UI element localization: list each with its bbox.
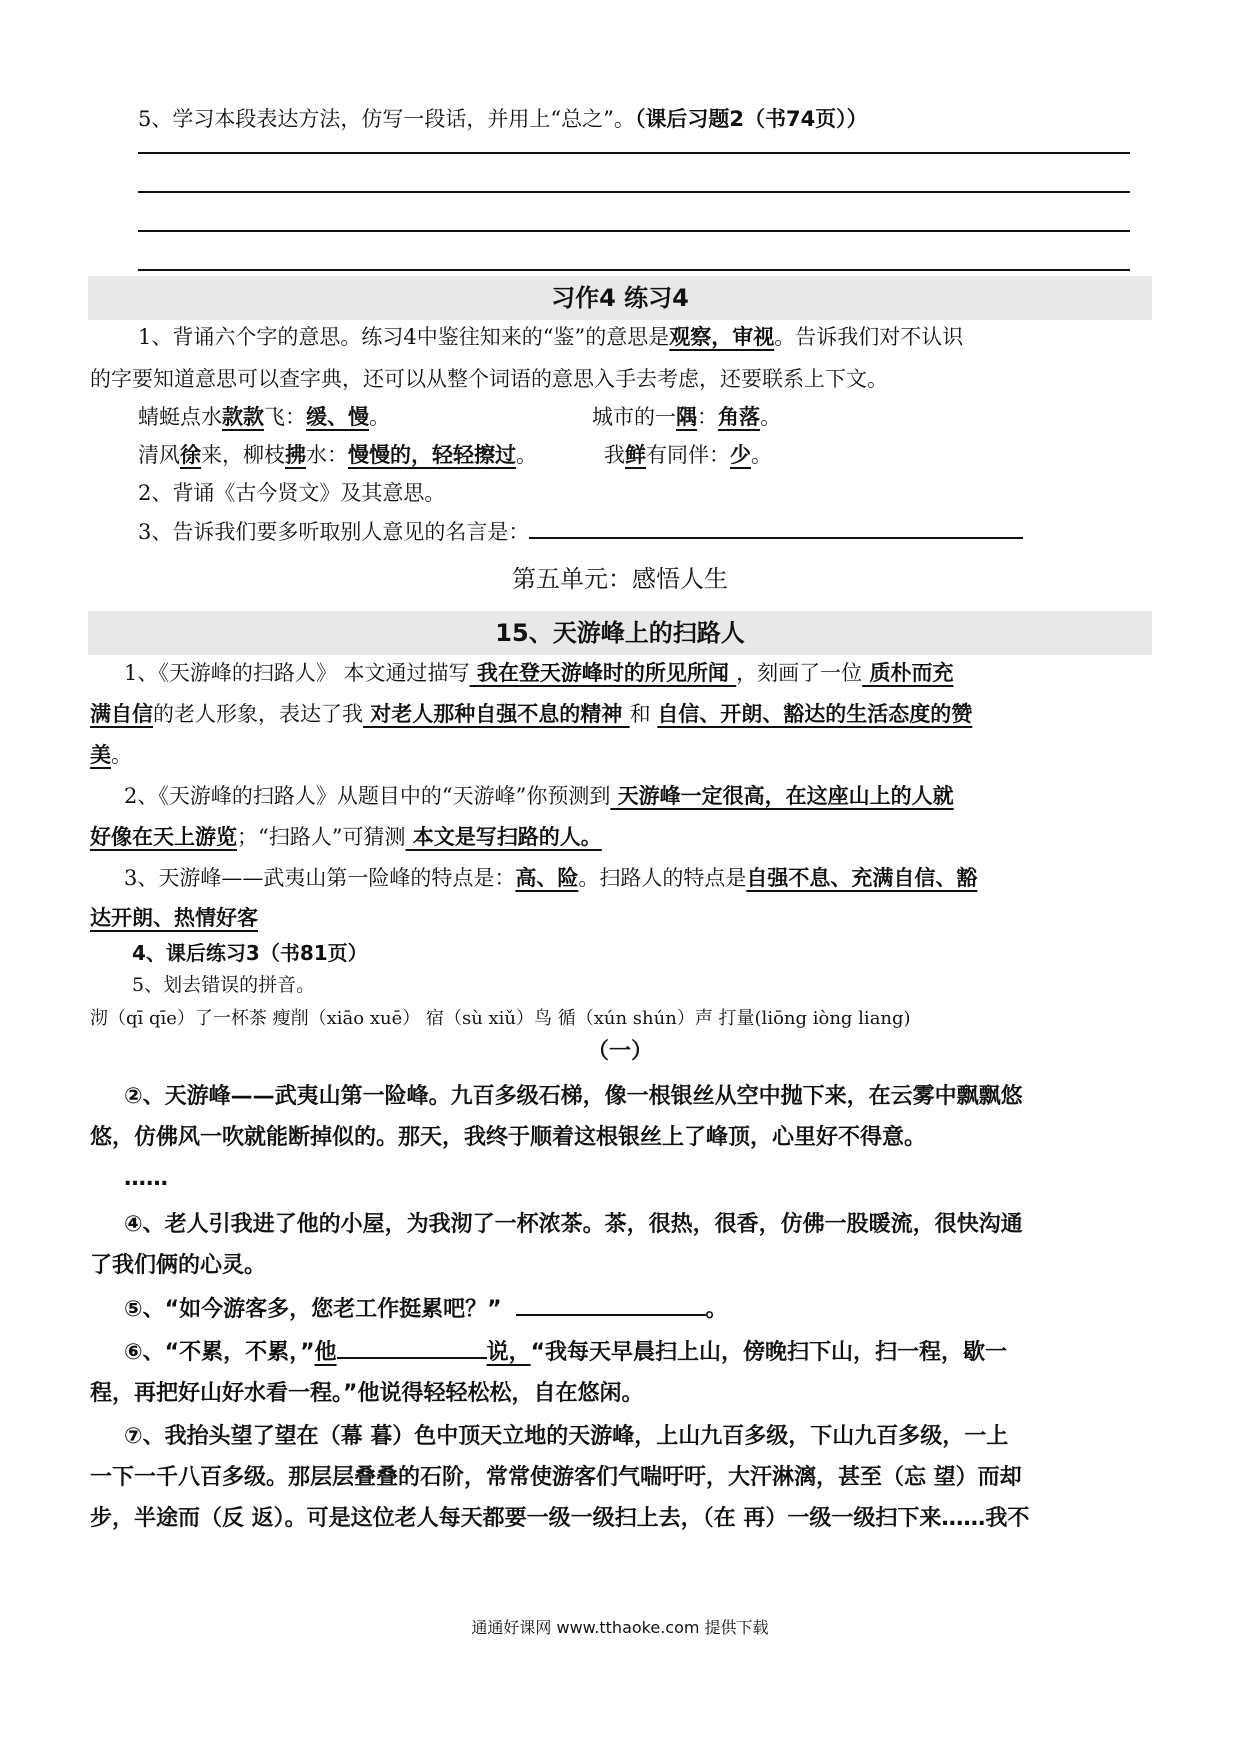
answer-line-2	[138, 191, 1130, 193]
s1-q1-line1: 1、背诵六个字的意思。练习4中鉴往知来的“鉴”的意思是观察，审视。告诉我们对不认识	[138, 325, 964, 349]
vocab-row-2a: 清风徐来，柳枝拂水：慢慢的，轻轻擦过。	[138, 443, 537, 467]
paragraph-7-line1: ⑦、我抬头望了望在（幕 暮）色中顶天立地的天游峰，上山九百多级，下山九百多级，一上	[124, 1424, 1009, 1449]
passage-heading: （一）	[586, 1039, 653, 1064]
paragraph-4-line2: 了我们俩的心灵。	[90, 1253, 267, 1278]
s2-q2-line2: 好像在天上游览；“扫路人”可猜测 本文是写扫路的人。	[90, 825, 602, 849]
s2-q3-line1: 3、天游峰——武夷山第一险峰的特点是：高、险。扫路人的特点是自强不息、充满自信、豁	[124, 866, 978, 890]
vocab-row-2b: 我鲜有同伴：少。	[604, 443, 772, 467]
fill-blank[interactable]	[337, 1335, 487, 1359]
paragraph-2-line1: ②、天游峰——武夷山第一险峰。九百多级石梯，像一根银丝从空中抛下来，在云雾中飘飘悠	[124, 1084, 1023, 1109]
ellipsis: ……	[124, 1166, 168, 1191]
answer-blank[interactable]	[529, 515, 1023, 539]
paragraph-7-line2: 一下一千八百多级。那层层叠叠的石阶，常常使游客们气喘吁吁，大汗淋漓，甚至（忘 望）而却	[90, 1465, 1022, 1490]
answer-line-4	[138, 269, 1130, 271]
answer: 观察，审视	[669, 325, 775, 349]
lesson-title: 15、天游峰上的扫路人	[495, 619, 745, 647]
paragraph-6-line2: 程，再把好山好水看一程。”他说得轻轻松松，自在悠闲。	[90, 1381, 644, 1406]
s2-q1-line2: 满自信的老人形象，表达了我 对老人那种自强不息的精神 和 自信、开朗、豁达的生活态度的赞	[90, 702, 973, 726]
paragraph-7-line3: 步，半途而（反 返）。可是这位老人每天都要一级一级扫上去，（在 再）一级一级扫下来……我不	[90, 1506, 1030, 1531]
s2-q1-line1: 1、《天游峰的扫路人》 本文通过描写 我在登天游峰时的所见所闻 ，刻画了一位 质朴而充	[124, 661, 954, 685]
paragraph-6-line1: ⑥、“不累，不累，”他 说，“我每天早晨扫上山，傍晚扫下山，扫一程，歇一	[124, 1331, 1150, 1374]
answer-line-3	[138, 230, 1130, 232]
paragraph-4-line1: ④、老人引我进了他的小屋，为我沏了一杯浓茶。茶，很热，很香，仿佛一股暖流，很快沟通	[124, 1212, 1023, 1237]
pinyin-exercise: 沏（qī qīe）了一杯茶 瘦削（xiāo xuē） 宿（sù xiǔ）鸟 循（xún shún）声 打量(liōng iòng liang)	[90, 1008, 911, 1029]
s2-q2-line1: 2、《天游峰的扫路人》从题目中的“天游峰”你预测到 天游峰一定很高，在这座山上的人就	[124, 784, 954, 808]
s1-q1-line2: 的字要知道意思可以查字典，还可以从整个词语的意思入手去考虑，还要联系上下文。	[90, 367, 888, 391]
s1-q2: 2、背诵《古今贤文》及其意思。	[138, 481, 446, 505]
footer: 通通好课网 www.tthaoke.com 提供下载	[471, 1618, 769, 1637]
s2-q4: 4、课后练习3（书81页）	[132, 941, 368, 965]
s2-q3-line2: 达开朗、热情好客	[90, 906, 258, 930]
unit-title: 第五单元：感悟人生	[512, 565, 728, 593]
section-title: 习作4 练习4	[551, 284, 689, 312]
fill-blank[interactable]	[516, 1292, 706, 1316]
s1-q3: 3、告诉我们要多听取别人意见的名言是：	[138, 511, 1150, 553]
question-5-write: 5、学习本段表达方法，仿写一段话，并用上“总之”。（课后习题2（书74页））	[138, 107, 868, 131]
answer-line-1	[138, 152, 1130, 154]
question-ref: （课后习题2（书74页））	[634, 107, 868, 131]
s2-q1-line3: 美。	[90, 743, 132, 767]
s2-q5: 5、划去错误的拼音。	[132, 974, 316, 996]
paragraph-2-line2: 悠，仿佛风一吹就能断掉似的。那天，我终于顺着这根银丝上了峰顶，心里好不得意。	[90, 1125, 927, 1150]
vocab-row-1b: 城市的一隅：角落。	[592, 405, 781, 429]
paragraph-5: ⑤、“如今游客多，您老工作挺累吧？” 。	[124, 1288, 1150, 1331]
vocab-row-1a: 蜻蜓点水款款飞：缓、慢。	[138, 405, 390, 429]
